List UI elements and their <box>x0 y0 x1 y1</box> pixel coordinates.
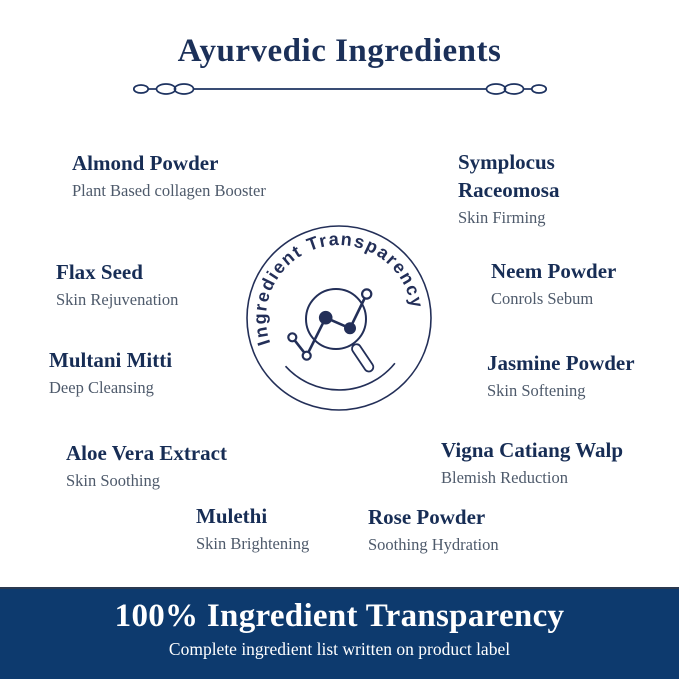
ingredient-benefit: Soothing Hydration <box>368 535 499 554</box>
banner-title: 100% Ingredient Transparency <box>114 598 565 634</box>
page-title: Ayurvedic Ingredients <box>177 33 502 69</box>
ingredient-benefit: Skin Brightening <box>196 534 310 553</box>
badge-inner-arc <box>286 363 395 390</box>
badge-outer-circle <box>247 226 431 410</box>
ingredient-name: Flax Seed <box>56 260 143 284</box>
ingredient-benefit: Skin Rejuvenation <box>56 290 179 309</box>
ingredient-item-jasmine-powder <box>487 349 635 401</box>
ingredient-item-aloe-vera-extract <box>66 439 227 491</box>
ingredient-name: Vigna Catiang Walp <box>441 438 624 462</box>
ingredient-benefit: Deep Cleansing <box>49 378 154 397</box>
ingredient-item-neem-powder <box>491 257 616 309</box>
ingredient-item-symplocus-raceomosa <box>458 148 608 228</box>
magnifier-line-chart-icon <box>288 289 375 373</box>
ingredient-benefit: Blemish Reduction <box>441 468 568 487</box>
badge-curved-text: Ingredient Transparency <box>249 228 428 349</box>
ingredient-name: Neem Powder <box>491 259 617 283</box>
ornamental-divider <box>133 81 547 97</box>
ingredient-name: Rose Powder <box>368 505 486 529</box>
ingredient-item-almond-powder <box>72 149 266 201</box>
ingredient-name: Almond Powder <box>72 151 219 175</box>
ingredient-benefit: Skin Softening <box>487 381 586 400</box>
ingredient-item-flax-seed <box>56 258 178 310</box>
ingredient-item-multani-mitti <box>49 346 172 398</box>
ingredient-benefit: Plant Based collagen Booster <box>72 181 266 200</box>
bottom-banner <box>0 587 679 679</box>
ingredient-benefit: Conrols Sebum <box>491 289 594 308</box>
ingredient-benefit: Skin Soothing <box>66 471 160 490</box>
banner-subtitle: Complete ingredient list written on product label <box>168 639 511 659</box>
ingredient-name: Symplocus Raceomosa <box>458 150 560 202</box>
ingredient-name: Multani Mitti <box>49 348 173 372</box>
ingredient-name: Jasmine Powder <box>487 351 635 375</box>
ingredient-transparency-badge <box>239 218 439 418</box>
ingredient-item-mulethi <box>196 502 309 554</box>
ingredient-name: Mulethi <box>196 504 268 528</box>
ingredient-item-vigna-catiang-walp <box>441 436 623 488</box>
ingredient-benefit: Skin Firming <box>458 208 546 227</box>
ingredient-name: Aloe Vera Extract <box>66 441 227 465</box>
ingredient-item-rose-powder <box>368 503 499 555</box>
